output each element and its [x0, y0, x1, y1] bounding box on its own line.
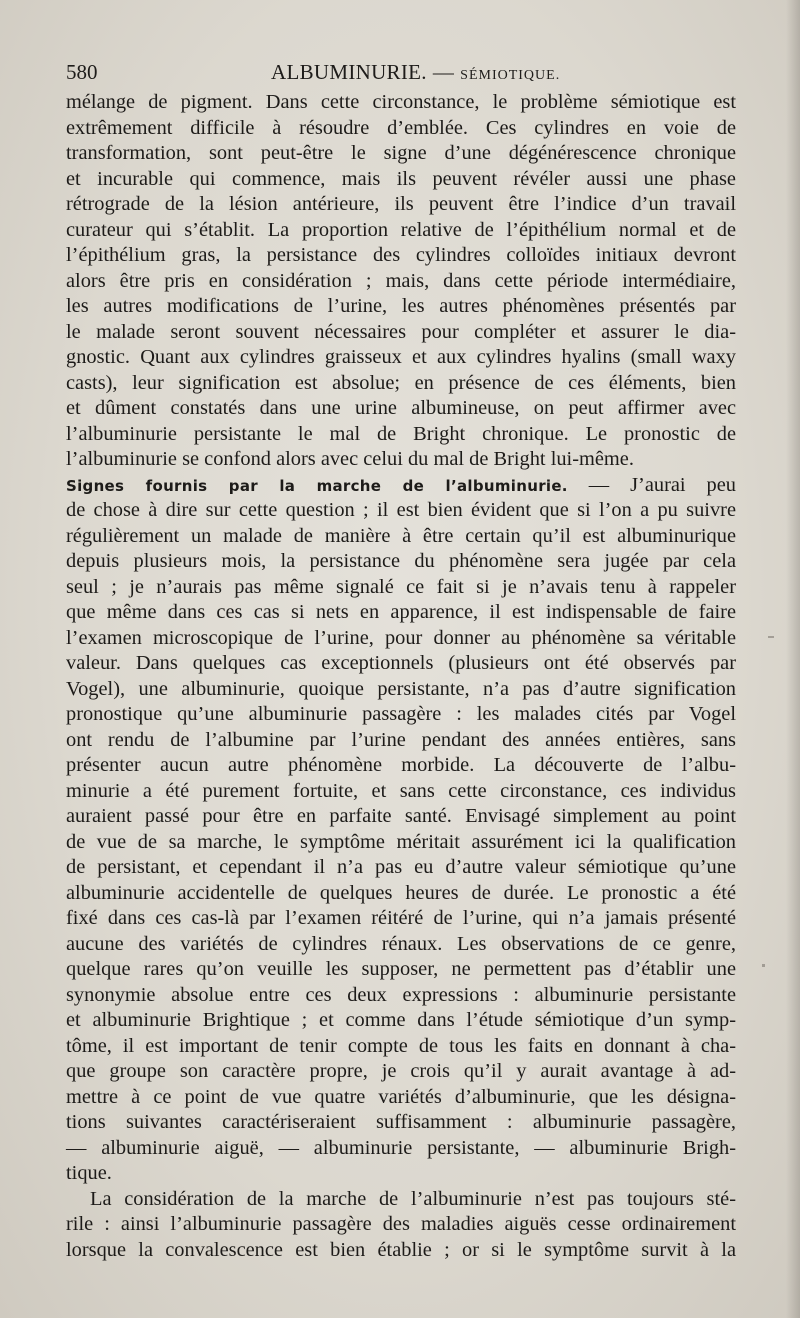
text-line: Vogel), une albuminurie, quoique persistante, n’a pas d’autre signification	[66, 677, 736, 700]
text-line: albuminurie accidentelle de quelques heures de durée. Le pronostic a été	[66, 881, 736, 904]
running-title-subtitle: SÉMIOTIQUE.	[460, 68, 561, 83]
text-line: auraient passé pour être en parfaite santé. Envisagé simplement au point	[66, 805, 736, 827]
text-line: pronostique qu’une albuminurie passagère : les malades cités par Vogel	[66, 703, 736, 725]
text-line: rile : ainsi l’albuminurie passagère des maladies aiguës cesse ordinairement	[66, 1213, 736, 1235]
text-line: aucune des variétés de cylindres rénaux. Les observations de ce genre,	[66, 932, 736, 955]
page-number: 580	[66, 60, 98, 84]
text-line: rétrograde de la lésion antérieure, ils peuvent être l’indice d’un travail	[66, 193, 736, 215]
text-line: ont rendu de l’albumine par l’urine pendant des années entières, sans	[66, 728, 736, 751]
text-line: et incurable qui commence, mais ils peuvent révéler aussi une phase	[66, 167, 736, 190]
text-line: l’épithélium gras, la persistance des cylindres colloïdes initiaux devront	[66, 244, 736, 266]
text-line: présenter aucun autre phénomène morbide. La découverte de l’albu-	[66, 754, 736, 776]
text-line: que groupe son caractère propre, je crois qu’il y aurait avantage à ad-	[66, 1060, 736, 1082]
text-line: régulièrement un malade de manière à être certain qu’il est albuminurique	[66, 524, 736, 547]
running-title-main: ALBUMINURIE.	[271, 60, 427, 84]
text-line: quelque rares qu’on veuille les supposer, ne permettent pas d’établir une	[66, 958, 736, 980]
text-line: tôme, il est important de tenir compte de tous les faits en donnant à cha-	[66, 1034, 736, 1057]
text-line: l’examen microscopique de l’urine, pour donner au phénomène sa véritable	[66, 626, 736, 649]
text-line: l’albuminurie se confond alors avec celui du mal de Bright lui-même.	[66, 448, 634, 470]
text-line: depuis plusieurs mois, la persistance du phénomène sera jugée par cela	[66, 550, 736, 572]
text-line: de chose à dire sur cette question ; il est bien évident que si l’on a pu suivre	[66, 499, 736, 521]
running-title	[271, 60, 560, 85]
text-line: le malade seront souvent nécessaires pour compléter et assurer le dia-	[66, 320, 736, 343]
text-line: casts), leur signification est absolue; en présence de ces éléments, bien	[66, 371, 736, 394]
text-line: alors être pris en considération ; mais, dans cette période intermédiaire,	[66, 269, 736, 292]
body-text	[66, 90, 736, 1263]
text-line: La considération de la marche de l’albuminurie n’est pas toujours sté-	[90, 1187, 736, 1210]
text-line: curateur qui s’établit. La proportion relative de l’épithélium normal et de	[66, 218, 736, 241]
section-heading: Signes fournis par la marche de l’albuminurie.	[66, 476, 568, 495]
text-line: mettre à ce point de vue quatre variétés d’albuminurie, que les désigna-	[66, 1085, 736, 1108]
margin-mark	[768, 636, 774, 638]
text-line: et albuminurie Brightique ; et comme dans l’étude sémiotique d’un symp-	[66, 1009, 736, 1031]
margin-mark	[762, 964, 765, 967]
text-line: mélange de pigment. Dans cette circonstance, le problème sémiotique est	[66, 91, 736, 113]
section-heading-line	[66, 473, 736, 499]
text-line: gnostic. Quant aux cylindres graisseux et aux cylindres hyalins (small waxy	[66, 346, 736, 368]
text-line: fixé dans ces cas-là par l’examen réitéré de l’urine, qui n’a jamais présenté	[66, 907, 736, 929]
text-line: tions suivantes caractériseraient suffisamment : albuminurie passagère,	[66, 1111, 736, 1133]
text-line: de persistant, et cependant il n’a pas eu d’autre valeur sémiotique qu’une	[66, 856, 736, 878]
running-title-separator: —	[432, 60, 455, 84]
text-line: valeur. Dans quelques cas exceptionnels (plusieurs ont été observés par	[66, 652, 736, 674]
paragraph-3	[66, 1187, 736, 1264]
page-edge-shadow	[786, 0, 800, 1318]
text-line: — albuminurie aiguë, — albuminurie persistante, — albuminurie Brigh-	[66, 1136, 736, 1159]
text-line: extrêmement difficile à résoudre d’emblée. Ces cylindres en voie de	[66, 116, 736, 139]
page-header	[66, 58, 736, 88]
paragraph-1	[66, 90, 736, 473]
text-line: les autres modifications de l’urine, les autres phénomènes présentés par	[66, 295, 736, 317]
text-line: et dûment constatés dans une urine albumineuse, on peut affirmer avec	[66, 397, 736, 419]
text-line: synonymie absolue entre ces deux expressions : albuminurie persistante	[66, 983, 736, 1006]
paragraph-2	[66, 473, 736, 1187]
text-line: transformation, sont peut-être le signe d’une dégénérescence chronique	[66, 142, 736, 164]
text-line: minurie a été purement fortuite, et sans cette circonstance, ces individus	[66, 779, 736, 802]
heading-continuation: — J’aurai peu	[567, 473, 736, 496]
text-line: tique.	[66, 1162, 112, 1184]
text-line: seul ; je n’aurais pas même signalé ce fait si je n’avais tenu à rappeler	[66, 575, 736, 598]
text-line: l’albuminurie persistante le mal de Bright chronique. Le pronostic de	[66, 422, 736, 445]
text-line: de vue de sa marche, le symptôme méritait assurément ici la qualification	[66, 830, 736, 853]
text-line: que même dans ces cas si nets en apparence, il est indispensable de faire	[66, 601, 736, 623]
text-line: lorsque la convalescence est bien établie ; or si le symptôme survit à la	[66, 1238, 736, 1261]
